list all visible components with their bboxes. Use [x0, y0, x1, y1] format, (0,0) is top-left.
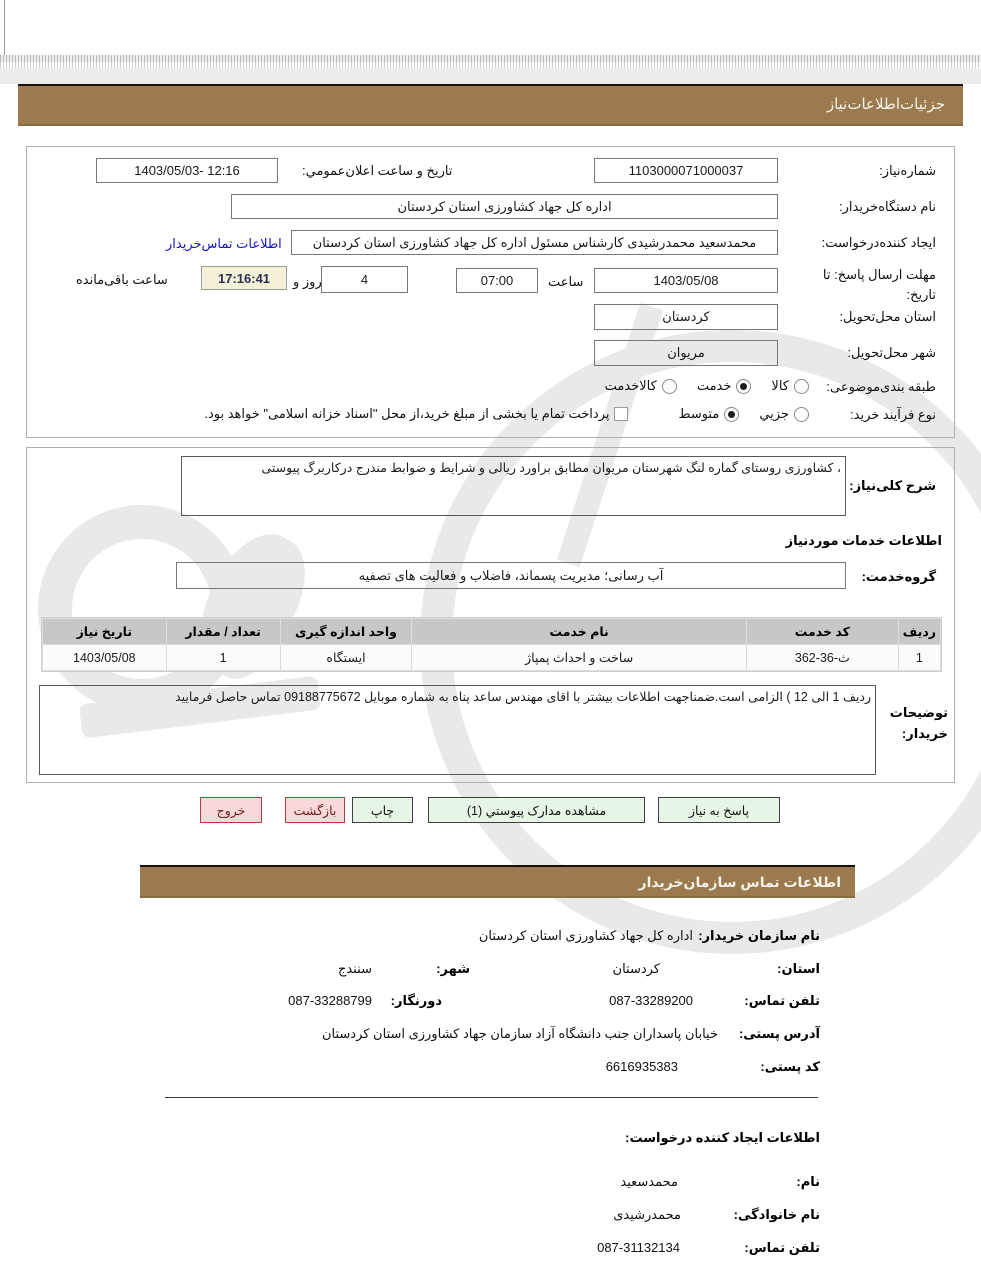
- cell-need-date-value: 1403/05/08: [73, 650, 136, 665]
- contact-phone-value: 087-33289200: [609, 993, 693, 1008]
- buyer-org-label: نام دستگاه‌خریدار:: [839, 199, 936, 214]
- treasury-payment-checkbox[interactable]: [614, 407, 628, 421]
- contact-org-value: اداره کل جهاد کشاورزی استان کردستان: [478, 928, 693, 943]
- radio-minor[interactable]: [794, 407, 809, 422]
- countdown-label: ساعت باقی‌مانده: [76, 272, 168, 287]
- cell-quantity: 1: [167, 645, 280, 670]
- buyer-org-value: اداره کل جهاد کشاورزی استان کردستان: [397, 198, 612, 214]
- contact-phone-label: تلفن تماس:: [744, 993, 820, 1008]
- services-table-wrap: [41, 617, 942, 672]
- need-number-label: شماره‌نیاز:: [879, 163, 936, 178]
- radio-goods-service-label: کالا‌خدمت: [604, 378, 657, 393]
- buyer-notes-value: ردیف 1 الی 12 ) الزامی است.ضمناجهت اطلاعات بیشتر با اقای مهندس ساعد پناه به شماره موبایل 09188775672 تماس حاصل فرمایید: [175, 690, 871, 704]
- left-border-line: [4, 0, 5, 55]
- announce-datetime-field[interactable]: [96, 158, 278, 183]
- general-description-value: ، کشاورزی روستای گماره لنگ شهرستان مریوان مطابق براورد ریالی و شرایط و ضوابط مندرج درکاربرگ پیوستی: [261, 461, 841, 475]
- classification-label: طبقه بندی‌موضوعی:: [826, 379, 936, 394]
- general-description-label: شرح کلی‌نیاز:: [849, 478, 936, 493]
- contact-fax-value: 087-33288799: [288, 993, 372, 1008]
- deadline-days-value: 4: [360, 272, 369, 287]
- creator-first-name-value: محمدسعید: [620, 1174, 678, 1189]
- deadline-hour-label: ساعت: [548, 274, 584, 289]
- top-divider-band: [0, 62, 981, 69]
- col-service-name: نام خدمت: [412, 619, 745, 644]
- radio-goods-service[interactable]: [662, 379, 677, 394]
- treasury-payment-option[interactable]: [204, 406, 628, 422]
- creator-first-name-label: نام:: [796, 1174, 820, 1189]
- respond-button[interactable]: پاسخ به نیاز: [658, 797, 780, 823]
- delivery-province-field[interactable]: [594, 304, 778, 330]
- classification-option-goods-service[interactable]: [605, 378, 677, 394]
- buyer-notes-label: توضیحات خریدار:: [889, 705, 948, 741]
- col-quantity: تعداد / مقدار: [167, 619, 280, 644]
- classification-options: [605, 378, 809, 394]
- creator-phone-label: تلفن تماس:: [744, 1240, 820, 1255]
- col-row-number: ردیف: [899, 619, 940, 644]
- contact-section-bar: [140, 865, 855, 898]
- buyer-org-field[interactable]: [231, 194, 778, 219]
- deadline-days-field[interactable]: [321, 266, 408, 293]
- exit-button[interactable]: خروج: [200, 797, 262, 823]
- deadline-label: مهلت ارسال پاسخ: تا تاریخ:: [822, 267, 936, 302]
- countdown-value: 17:16:41: [217, 270, 271, 286]
- countdown-timer: [201, 266, 287, 290]
- creator-last-name-label: نام خانوادگی:: [733, 1207, 820, 1222]
- details-section-bar: [18, 84, 963, 126]
- contact-section-title: اطلاعات تماس سازمان‌خریدار: [638, 874, 841, 890]
- cell-need-date: [43, 645, 166, 670]
- radio-minor-label: جزیي: [759, 406, 789, 421]
- radio-goods-label: کالا: [771, 378, 789, 393]
- gray-strip: [0, 69, 981, 84]
- services-panel: [26, 447, 955, 783]
- radio-medium-label: متوسط: [678, 406, 720, 421]
- contact-city-label: شهر:: [436, 961, 470, 976]
- general-description-textarea[interactable]: [181, 456, 846, 516]
- need-info-panel: [26, 146, 955, 438]
- print-button[interactable]: چاپ: [352, 797, 413, 823]
- deadline-date-value: 1403/05/08: [653, 273, 719, 288]
- need-number-value: 1103000071000037: [628, 163, 744, 178]
- delivery-city-label: شهر محل‌تحویل:: [847, 345, 936, 360]
- col-unit: واحد اندازه گیری: [281, 619, 412, 644]
- announce-datetime-label: تاریخ و ساعت اعلان‌عمومي:: [302, 163, 453, 178]
- services-table: [41, 617, 942, 672]
- deadline-time-value: 07:00: [480, 273, 514, 288]
- request-creator-label: ایجاد کننده‌درخواست:: [821, 235, 936, 250]
- deadline-date-field[interactable]: [594, 268, 778, 293]
- request-creator-field[interactable]: [291, 230, 778, 255]
- radio-medium[interactable]: [724, 407, 739, 422]
- service-group-field[interactable]: [176, 562, 846, 589]
- delivery-city-value: مریوان: [667, 345, 705, 360]
- treasury-payment-label: پرداخت تمام یا بخشی از مبلغ خرید،از محل "اسناد خزانه اسلامی" خواهد بود.: [204, 406, 610, 421]
- need-number-field[interactable]: [594, 158, 778, 183]
- radio-goods[interactable]: [794, 379, 809, 394]
- creator-last-name-value: محمدرشیدی: [613, 1207, 681, 1222]
- contact-province-label: استان:: [777, 961, 820, 976]
- contact-postal-code-value: 6616935383: [605, 1059, 678, 1074]
- process-option-medium[interactable]: [678, 406, 739, 422]
- service-group-label: گروه‌خدمت:: [861, 569, 936, 584]
- deadline-time-field[interactable]: [456, 268, 538, 293]
- cell-unit: ایستگاه: [281, 645, 412, 670]
- process-type-label: نوع فرآیند خرید:: [850, 407, 936, 422]
- contact-city-value: سنندج: [338, 961, 372, 976]
- delivery-province-label: استان محل‌تحویل:: [839, 309, 936, 324]
- cell-row-number: 1: [899, 645, 940, 670]
- classification-option-goods[interactable]: [771, 378, 809, 394]
- service-group-value: آب رسانی؛ مدیریت پسماند، فاضلاب و فعالیت های تصفیه: [358, 567, 664, 583]
- delivery-city-field[interactable]: [594, 340, 778, 366]
- details-section-title: جزئیات‌اطلاعات‌نیاز: [826, 96, 945, 113]
- creator-section-title: اطلاعات ایجاد کننده درخواست:: [625, 1130, 820, 1145]
- buyer-contact-link[interactable]: اطلاعات تماس‌خریدار: [166, 236, 282, 251]
- back-button[interactable]: بازگشت: [285, 797, 345, 823]
- table-row[interactable]: [43, 645, 940, 670]
- section-divider: [165, 1097, 818, 1098]
- announce-datetime-value: 1403/05/03- 12:16: [134, 163, 240, 178]
- process-option-minor[interactable]: [759, 406, 809, 422]
- cell-service-name: ساخت و احداث پمپاژ: [412, 645, 745, 670]
- radio-service-label: خدمت: [696, 378, 732, 393]
- deadline-days-label: روز و: [293, 274, 322, 289]
- contact-address-label: آدرس پستی:: [738, 1026, 820, 1041]
- services-table-header-row: [43, 619, 940, 644]
- col-service-code: کد خدمت: [747, 619, 898, 644]
- view-docs-button[interactable]: مشاهده مدارک پیوستي (1): [428, 797, 645, 823]
- cell-service-code: ث-36-362: [747, 645, 898, 670]
- col-need-date: تاریخ نیاز: [43, 619, 166, 644]
- contact-org-label: نام سازمان خریدار:: [698, 928, 820, 943]
- buyer-notes-textarea[interactable]: [39, 685, 876, 775]
- top-divider-band: [0, 55, 981, 62]
- contact-fax-label: دورنگار:: [390, 993, 442, 1008]
- services-info-header: اطلاعات خدمات مورد‌نیاز: [785, 533, 942, 548]
- request-creator-value: محمدسعید محمدرشیدی کارشناس مسئول اداره کل جهاد کشاورزی استان کردستان: [312, 234, 757, 250]
- process-type-options: [204, 406, 809, 422]
- radio-service[interactable]: [736, 379, 751, 394]
- classification-option-service[interactable]: [697, 378, 752, 394]
- contact-province-value: کردستان: [612, 961, 660, 976]
- contact-postal-code-label: کد پستی:: [760, 1059, 820, 1074]
- contact-address-value: خیابان پاسداران جنب دانشگاه آزاد سازمان جهاد کشاورزی استان کردستان: [321, 1026, 718, 1041]
- creator-phone-value: 087-31132134: [597, 1240, 680, 1255]
- delivery-province-value: کردستان: [662, 309, 710, 324]
